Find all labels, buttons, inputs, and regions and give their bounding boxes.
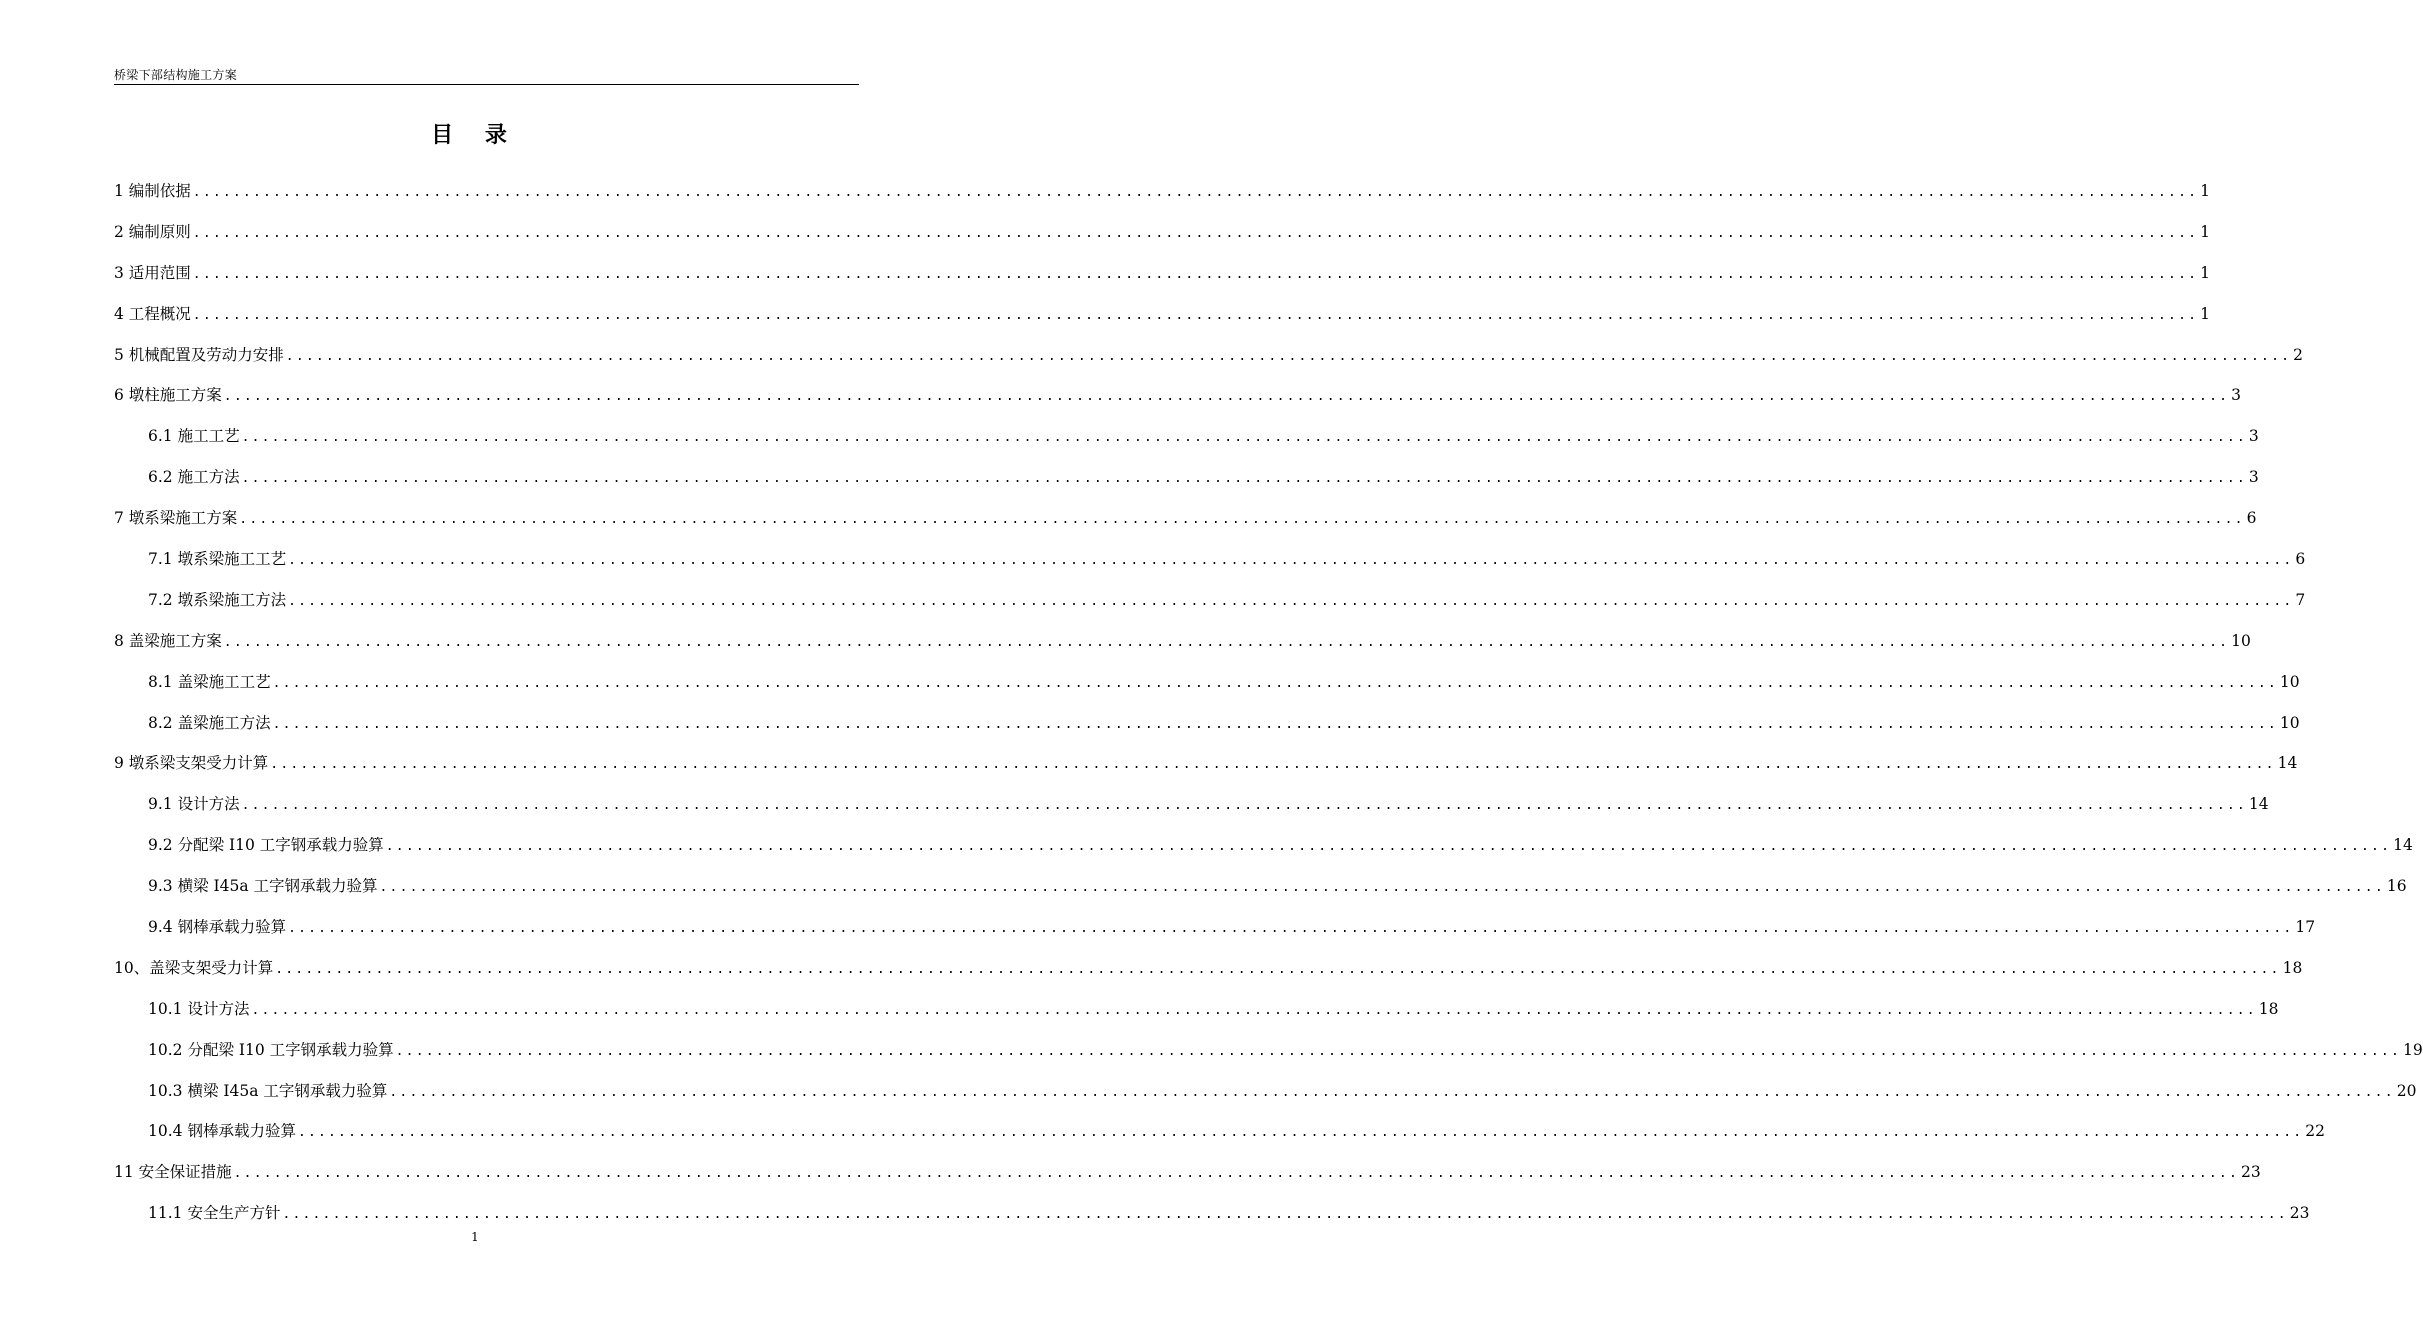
toc-leader-dots: ........................................................................................................................................................................................................ <box>192 225 2199 241</box>
toc-entry-label: 4 工程概况 <box>114 304 191 323</box>
toc-entry-label: 9.2 分配梁 I10 工字钢承载力验算 <box>148 836 384 855</box>
toc-leader-dots: ........................................................................................................................................................................................................ <box>288 553 2294 569</box>
toc-entry[interactable] <box>114 505 2257 546</box>
toc-leader-dots: ........................................................................................................................................................................................................ <box>223 389 2230 405</box>
toc-entry-page: 10 <box>2279 713 2300 732</box>
toc-leader-dots: ........................................................................................................................................................................................................ <box>288 593 2294 609</box>
toc-entry-label: 8.2 盖梁施工方法 <box>148 713 271 732</box>
toc-entry[interactable] <box>114 587 2306 628</box>
toc-entry[interactable] <box>114 669 2300 710</box>
toc-entry-page: 7 <box>2295 590 2306 609</box>
toc-entry-label: 8.1 盖梁施工工艺 <box>148 672 271 691</box>
toc-entry-label: 7.2 墩系梁施工方法 <box>148 590 287 609</box>
toc-entry-label: 10、盖梁支架受力计算 <box>114 958 274 977</box>
toc-entry-page: 22 <box>2305 1122 2326 1141</box>
toc-entry-page: 18 <box>2258 999 2279 1018</box>
toc-entry-label: 8 盖梁施工方案 <box>114 631 222 650</box>
toc-leader-dots: ........................................................................................................................................................................................................ <box>275 961 2281 977</box>
toc-entry-label: 10.3 横梁 I45a 工字钢承载力验算 <box>148 1081 388 1100</box>
toc-leader-dots: ........................................................................................................................................................................................................ <box>395 1043 2401 1059</box>
page-number: 1 <box>471 1230 479 1244</box>
toc-entry-label: 2 编制原则 <box>114 222 191 241</box>
toc-entry-label: 6.1 施工工艺 <box>148 427 240 446</box>
toc-entry[interactable] <box>114 1078 2417 1119</box>
toc-leader-dots: ........................................................................................................................................................................................................ <box>297 1125 2304 1141</box>
toc-entry[interactable] <box>114 791 2269 832</box>
toc-leader-dots: ........................................................................................................................................................................................................ <box>241 430 2247 446</box>
toc-entry-label: 11.1 安全生产方针 <box>148 1204 281 1223</box>
toc-entry-page: 20 <box>2396 1081 2417 1100</box>
toc-entry-page: 3 <box>2231 386 2242 405</box>
toc-entry-label: 7 墩系梁施工方案 <box>114 509 238 528</box>
toc-entry-label: 6.2 施工方法 <box>148 468 240 487</box>
toc-entry[interactable] <box>114 1118 2326 1159</box>
toc-leader-dots: ........................................................................................................................................................................................................ <box>389 1084 2395 1100</box>
toc-entry-label: 11 安全保证措施 <box>114 1163 232 1182</box>
toc-entry-page: 10 <box>2231 631 2251 650</box>
toc-leader-dots: ........................................................................................................................................................................................................ <box>272 716 2278 732</box>
toc-leader-dots: ........................................................................................................................................................................................................ <box>239 512 2245 528</box>
toc-entry[interactable] <box>114 546 2306 587</box>
toc-entry-page: 1 <box>2200 263 2211 282</box>
toc-entry[interactable] <box>114 423 2259 464</box>
toc-entry-label: 9.4 钢棒承载力验算 <box>148 918 287 937</box>
toc-entry-label: 3 适用范围 <box>114 263 191 282</box>
toc-entry-page: 18 <box>2282 958 2303 977</box>
toc-entry-page: 14 <box>2393 836 2413 855</box>
toc-entry-page: 1 <box>2200 304 2211 323</box>
toc-leader-dots: ........................................................................................................................................................................................................ <box>251 1002 2257 1018</box>
toc-entry-page: 14 <box>2248 795 2269 814</box>
toc-entry-label: 10.4 钢棒承载力验算 <box>148 1122 296 1141</box>
toc-entry[interactable] <box>114 955 2303 996</box>
toc-entry-label: 6 墩柱施工方案 <box>114 386 222 405</box>
toc-entry-page: 3 <box>2248 427 2259 446</box>
toc-leader-dots: ........................................................................................................................................................................................................ <box>192 307 2199 323</box>
toc-leader-dots: ........................................................................................................................................................................................................ <box>379 880 2385 896</box>
toc-entry[interactable] <box>114 382 2242 423</box>
toc-entry-page: 16 <box>2386 877 2407 896</box>
toc-entry-page: 6 <box>2295 550 2306 569</box>
toc-entry-page: 6 <box>2246 509 2257 528</box>
toc-entry[interactable] <box>114 301 2211 342</box>
table-of-contents <box>114 178 2423 1241</box>
toc-entry-page: 10 <box>2279 672 2300 691</box>
toc-title: 目 录 <box>431 123 519 148</box>
toc-entry[interactable] <box>114 873 2407 914</box>
toc-entry-label: 9 墩系梁支架受力计算 <box>114 754 269 773</box>
toc-entry-page: 14 <box>2277 754 2298 773</box>
toc-entry-page: 23 <box>2241 1163 2261 1182</box>
toc-leader-dots: ........................................................................................................................................................................................................ <box>223 634 2230 650</box>
toc-leader-dots: ........................................................................................................................................................................................................ <box>285 348 2292 364</box>
toc-entry-page: 19 <box>2402 1040 2423 1059</box>
toc-entry[interactable] <box>114 219 2211 260</box>
page-header <box>114 66 859 85</box>
toc-entry[interactable] <box>114 1037 2423 1078</box>
toc-leader-dots: ........................................................................................................................................................................................................ <box>192 266 2199 282</box>
toc-entry-label: 1 编制依据 <box>114 182 191 200</box>
toc-leader-dots: ........................................................................................................................................................................................................ <box>270 757 2276 773</box>
toc-entry-page: 1 <box>2200 182 2211 200</box>
toc-entry-page: 23 <box>2289 1204 2310 1223</box>
toc-leader-dots: ........................................................................................................................................................................................................ <box>385 839 2392 855</box>
toc-leader-dots: ........................................................................................................................................................................................................ <box>233 1166 2239 1182</box>
toc-entry[interactable] <box>114 260 2211 301</box>
toc-leader-dots: ........................................................................................................................................................................................................ <box>192 185 2199 200</box>
toc-entry-page: 1 <box>2200 222 2211 241</box>
toc-entry-label: 9.1 设计方法 <box>148 795 240 814</box>
toc-leader-dots: ........................................................................................................................................................................................................ <box>272 675 2278 691</box>
toc-entry-label: 5 机械配置及劳动力安排 <box>114 345 284 364</box>
toc-entry[interactable] <box>114 178 2211 219</box>
toc-entry[interactable] <box>114 342 2304 383</box>
header-title: 桥梁下部结构施工方案 <box>114 68 238 82</box>
toc-entry[interactable] <box>114 710 2300 751</box>
toc-entry-page: 17 <box>2295 918 2316 937</box>
toc-entry-label: 7.1 墩系梁施工工艺 <box>148 550 287 569</box>
toc-entry[interactable] <box>114 832 2413 873</box>
toc-entry[interactable] <box>114 996 2279 1037</box>
toc-entry-page: 2 <box>2293 345 2304 364</box>
toc-entry-label: 10.2 分配梁 I10 工字钢承载力验算 <box>148 1040 394 1059</box>
toc-leader-dots: ........................................................................................................................................................................................................ <box>241 471 2247 487</box>
toc-leader-dots: ........................................................................................................................................................................................................ <box>241 798 2247 814</box>
toc-leader-dots: ........................................................................................................................................................................................................ <box>282 1207 2288 1223</box>
toc-entry[interactable] <box>114 914 2316 955</box>
toc-entry[interactable] <box>114 1159 2261 1200</box>
toc-entry[interactable] <box>114 750 2298 791</box>
toc-entry-label: 9.3 横梁 I45a 工字钢承载力验算 <box>148 877 378 896</box>
toc-entry-page: 3 <box>2248 468 2259 487</box>
toc-entry[interactable] <box>114 464 2259 505</box>
toc-entry-label: 10.1 设计方法 <box>148 999 250 1018</box>
toc-entry[interactable] <box>114 628 2251 669</box>
toc-leader-dots: ........................................................................................................................................................................................................ <box>288 921 2294 937</box>
